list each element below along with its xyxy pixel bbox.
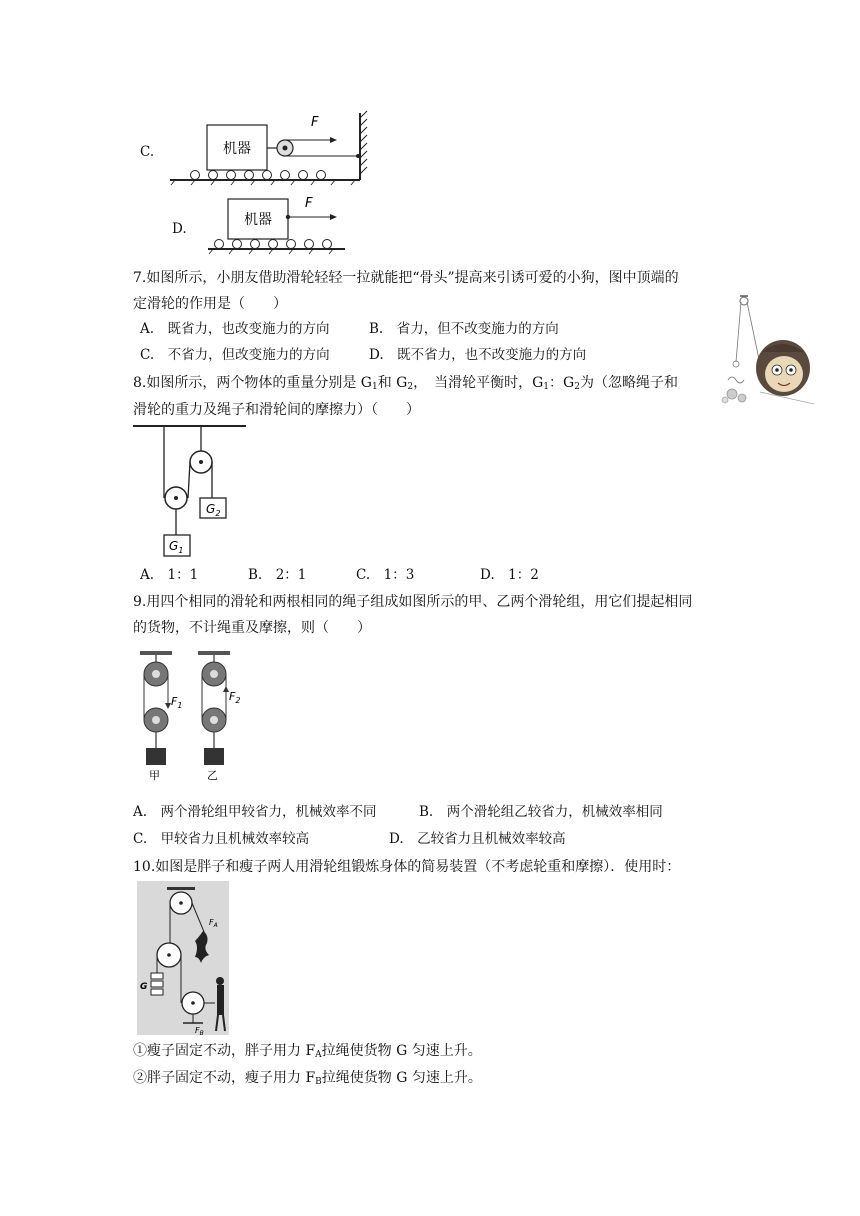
q7-stem-line2: 定滑轮的作用是（ ） [133, 296, 287, 312]
g-label: G [140, 982, 148, 992]
machine-label-d: 机器 [244, 212, 272, 228]
q10-item-1: ①瘦子固定不动，胖子用力 $F_A$拉绳使货物 G 匀速上升。 [133, 1043, 482, 1060]
q9-stem-line2: 的货物，不计绳重及摩擦，则（ ） [133, 620, 371, 636]
q9-option-b: B. 两个滑轮组乙较省力，机械效率相同 [419, 804, 663, 820]
jia-label: 甲 [149, 769, 160, 782]
q8-option-d: D. 1：2 [480, 567, 539, 583]
g1-label: $G_1$ [169, 539, 184, 555]
q10-item-2: ②胖子固定不动，瘦子用力 $F_B$拉绳使货物 G 匀速上升。 [133, 1070, 482, 1087]
q7-option-c: C. 不省力，但改变施力的方向 [140, 347, 330, 363]
q7-option-d: D. 既不省力，也不改变施力的方向 [369, 347, 587, 363]
q7-stem-line1: 7.如图所示，小朋友借助滑轮轻轻一拉就能把“骨头”提高来引诱可爱的小狗，图中顶端的 [133, 270, 679, 286]
q9-stem-line1: 9.用四个相同的滑轮和两根相同的绳子组成如图所示的甲、乙两个滑轮组，用它们提起相同 [133, 594, 693, 610]
q8-stem-line2: 滑轮的重力及绳子和滑轮间的摩擦力）（ ） [133, 402, 420, 418]
fa-label: $F_A$ [209, 918, 218, 929]
q8-option-a: A. 1：1 [140, 567, 199, 583]
yi-label: 乙 [207, 769, 218, 782]
q9-option-d: D. 乙较省力且机械效率较高 [389, 831, 566, 847]
machine-diagram-c [165, 108, 380, 188]
pulley-groups-diagram-q9 [130, 648, 255, 784]
option-d-label: D. [172, 221, 187, 237]
q9-option-a: A. 两个滑轮组甲较省力，机械效率不同 [133, 804, 377, 820]
q10-stem-line1: 10.如图是胖子和瘦子两人用滑轮组锻炼身体的简易装置（不考虑轮重和摩擦）．使用时： [133, 859, 681, 875]
option-c-label: C. [140, 144, 155, 160]
exercise-pulley-diagram-q10 [137, 881, 229, 1035]
q7-option-b: B. 省力，但不改变施力的方向 [369, 321, 559, 337]
q8-option-c: C. 1：3 [356, 567, 415, 583]
f2-label: $F_2$ [229, 690, 241, 705]
force-label-c: F [311, 115, 319, 130]
q9-option-c: C. 甲较省力且机械效率较高 [133, 831, 310, 847]
child-pulley-illustration [718, 292, 818, 408]
g2-label: $G_2$ [206, 502, 221, 518]
machine-label-c: 机器 [223, 141, 251, 157]
q8-option-b: B. 2：1 [248, 567, 307, 583]
fb-label: $F_B$ [195, 1026, 204, 1035]
machine-diagram-d [205, 192, 355, 256]
force-label-d: F [305, 196, 313, 211]
pulley-system-diagram-q8 [130, 420, 255, 562]
q8-stem-line1: 8.如图所示，两个物体的重量分别是 $G_1$和 $G_2$， 当滑轮平衡时，$G_1$：$G_2$为（忽略绳子和 [133, 375, 678, 392]
f1-label: $F_1$ [171, 695, 183, 710]
q7-option-a: A. 既省力，也改变施力的方向 [140, 321, 330, 337]
